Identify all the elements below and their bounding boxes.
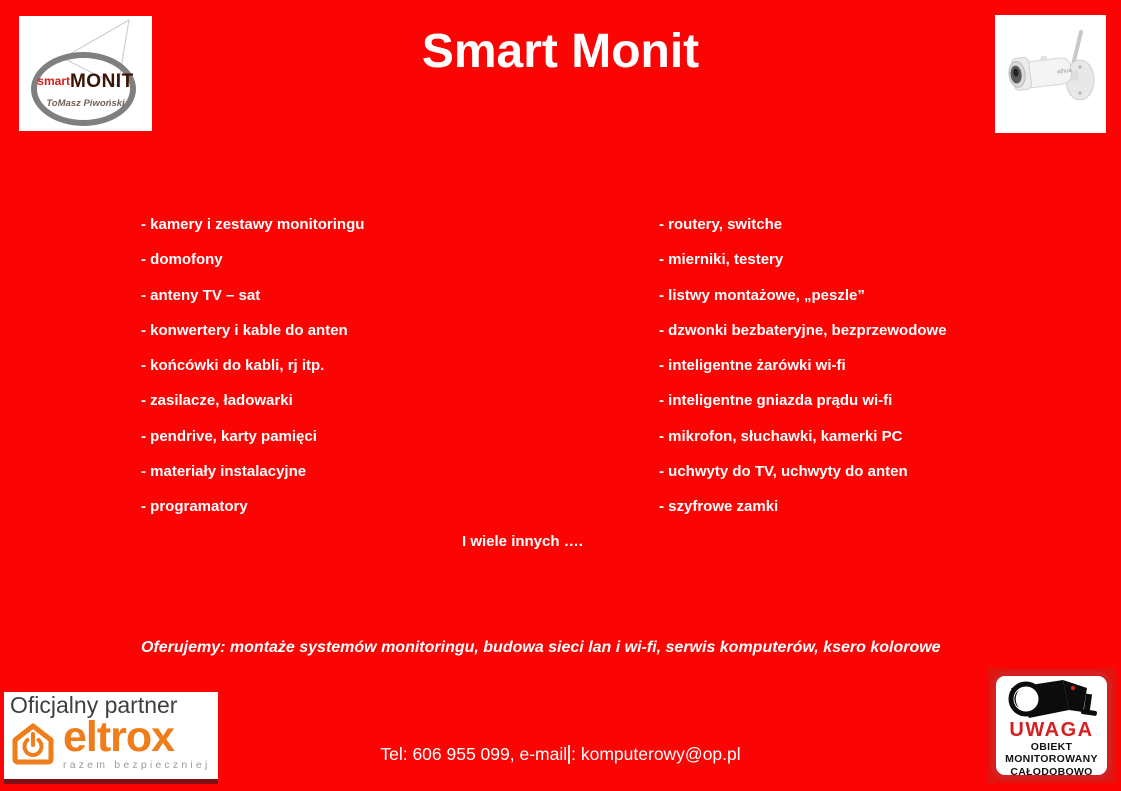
eltrox-partner-logo [4, 692, 218, 784]
page-title: Smart Monit [421, 25, 700, 78]
partner-brand-wrap [63, 713, 211, 771]
contact-text-before-caret: Tel: 606 955 099, e-mail [380, 744, 568, 764]
product-item: - materiały instalacyjne [141, 463, 307, 481]
contact-text-after-caret: : komputerowy@op.pl [571, 744, 741, 764]
text-caret [568, 745, 570, 764]
offer-text: Oferujemy: montaże systemów monitoringu, budowa sieci lan i wi-fi, serwis komputerów, ksero kolorowe [141, 639, 941, 656]
warning-line-text: OBIEKT [1030, 741, 1073, 753]
warning-line-text: MONITOROWANY [1005, 753, 1098, 766]
monitoring-warning-sign [988, 668, 1115, 783]
product-item: - końcówki do kabli, rj itp. [141, 357, 325, 375]
wifi-bullet-camera-icon [995, 15, 1106, 133]
logo-smart-text: smart [37, 74, 70, 88]
product-list-right [659, 207, 947, 525]
logo-monit-text: MONIT [69, 71, 134, 92]
cctv-camera-icon [1003, 678, 1101, 720]
house-power-icon [10, 722, 56, 766]
eltrox-brand-text: eltrox [63, 713, 175, 762]
logo-owner-text: ToMasz Piwoński [46, 98, 125, 109]
product-item: - domofony [141, 251, 223, 269]
svg-text:alhua: alhua [1056, 67, 1073, 76]
product-item: - programatory [141, 498, 248, 516]
product-item: - inteligentne gniazda prądu wi-fi [659, 392, 893, 410]
camera-photo-frame [995, 15, 1106, 133]
product-item: - routery, switche [659, 216, 783, 233]
product-item: - uchwyty do TV, uchwyty do anten [659, 463, 908, 481]
eltrox-slogan-text: razem bezpieczniej [63, 758, 211, 771]
product-item: - anteny TV – sat [141, 286, 261, 304]
warning-line-text: CAŁODOBOWO [1010, 765, 1093, 778]
partner-brand-row [4, 713, 218, 771]
product-item: - listwy montażowe, „peszle” [659, 286, 865, 304]
product-item: - kamery i zestawy monitoringu [141, 216, 365, 233]
product-item: - konwertery i kable do anten [141, 321, 348, 339]
product-list-left [141, 207, 364, 525]
product-item: - mierniki, testery [659, 251, 784, 269]
warning-title-text: UWAGA [1009, 719, 1094, 741]
product-item: - inteligentne żarówki wi-fi [659, 357, 846, 375]
product-item: - pendrive, karty pamięci [141, 427, 317, 445]
partner-header-text: Oficjalny partner [10, 692, 178, 718]
product-item: - zasilacze, ładowarki [141, 392, 293, 410]
more-items-text: I wiele innych …. [462, 533, 583, 550]
product-item: - dzwonki bezbateryjne, bezprzewodowe [659, 321, 947, 339]
warning-sign-inner [991, 671, 1112, 780]
product-item: - szyfrowe zamki [659, 498, 779, 516]
product-item: - mikrofon, słuchawki, kamerki PC [659, 427, 903, 445]
